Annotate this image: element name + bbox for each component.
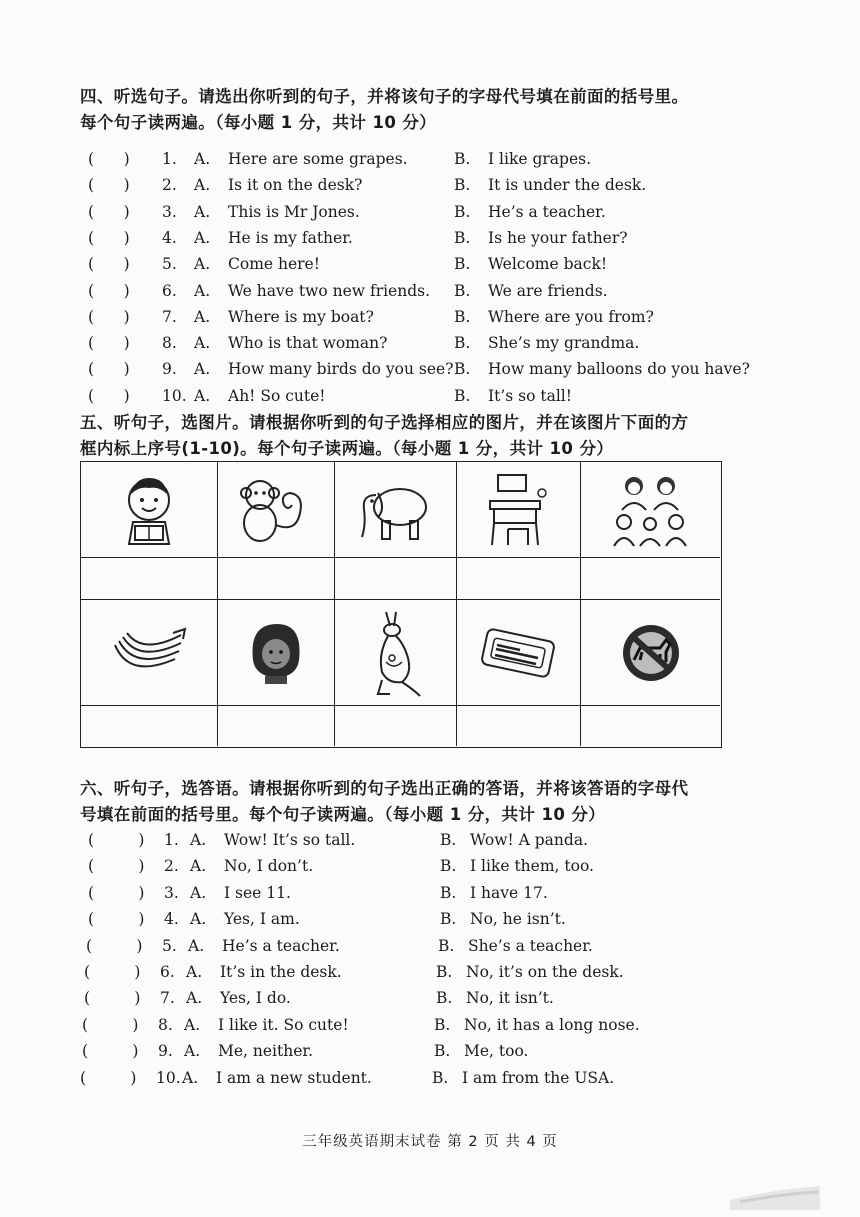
option-b-text: We are friends.: [488, 281, 608, 300]
answer-box[interactable]: [335, 558, 457, 600]
page-footer: 三年级英语期末试卷 第 2 页 共 4 页: [302, 1134, 558, 1150]
page-curl-shadow: [730, 1180, 820, 1210]
section5-heading-line1: 五、听句子，选图片。请根据你听到的句子选择相应的图片，并在该图片下面的方: [80, 413, 689, 432]
option-b-label: B.: [454, 228, 471, 247]
answer-bracket[interactable]: ( ): [88, 386, 130, 405]
question-row: [88, 880, 788, 906]
option-a-text: I like it. So cute!: [218, 1015, 349, 1034]
option-b-text: Welcome back!: [488, 255, 608, 274]
answer-bracket[interactable]: ( ): [86, 936, 143, 955]
question-row: [88, 304, 788, 330]
question-row: [82, 1038, 782, 1064]
answer-bracket[interactable]: ( ): [88, 150, 130, 168]
question-number: 3.: [162, 202, 177, 221]
answer-box[interactable]: [581, 706, 720, 746]
option-b-label: B.: [434, 1042, 451, 1061]
option-a-label: A.: [184, 1015, 201, 1034]
question-number: 2.: [162, 176, 177, 195]
option-b-text: She’s a teacher.: [468, 936, 593, 955]
picture-cell-6: [81, 600, 218, 706]
option-a-text: I am a new student.: [216, 1068, 372, 1087]
question-row: [88, 383, 788, 409]
option-a-label: A.: [190, 883, 207, 902]
option-a-label: A.: [190, 910, 207, 929]
option-a-text: Who is that woman?: [228, 334, 388, 353]
question-row: [86, 933, 786, 959]
option-b-text: Me, too.: [464, 1042, 529, 1061]
answer-box[interactable]: [581, 558, 720, 600]
question-number: 3.: [164, 883, 179, 902]
question-row: [88, 906, 788, 932]
answer-bracket[interactable]: ( ): [84, 989, 141, 1008]
desk-chair-icon: [484, 471, 554, 549]
option-a-text: We have two new friends.: [228, 281, 431, 300]
question-number: 6.: [160, 963, 175, 981]
answer-bracket[interactable]: ( ): [88, 202, 130, 221]
picture-cell-5: [581, 462, 720, 558]
option-a-label: A.: [194, 386, 211, 405]
answer-box[interactable]: [81, 706, 218, 746]
option-b-text: No, it has a long nose.: [464, 1015, 640, 1034]
girl-icon: [247, 620, 305, 686]
question-number: 7.: [160, 989, 175, 1008]
option-a-text: Wow! It’s so tall.: [224, 831, 356, 849]
answer-box[interactable]: [335, 706, 457, 746]
option-a-text: Me, neither.: [218, 1042, 314, 1061]
answer-bracket[interactable]: ( ): [88, 334, 130, 353]
option-a-label: A.: [194, 228, 211, 247]
option-a-text: I see 11.: [224, 883, 291, 902]
picture-cell-9: [457, 600, 581, 706]
answer-box[interactable]: [457, 558, 581, 600]
option-a-text: He’s a teacher.: [222, 936, 340, 955]
question-number: 1.: [164, 831, 179, 849]
option-b-label: B.: [436, 963, 453, 981]
option-a-text: Yes, I am.: [224, 910, 300, 929]
section6-heading-line1: 六、听句子，选答语。请根据你听到的句子选出正确的答语，并将该答语的字母代: [80, 779, 689, 798]
question-row: [88, 330, 788, 356]
answer-bracket[interactable]: ( ): [88, 883, 145, 902]
option-a-label: A.: [188, 936, 205, 955]
section4-heading-line2: 每个句子读两遍。（每小题 1 分，共计 10 分）: [80, 113, 437, 132]
pencil-box-icon: [480, 625, 558, 681]
option-b-label: B.: [454, 176, 471, 195]
option-b-label: B.: [440, 857, 457, 876]
answer-bracket[interactable]: ( ): [88, 910, 145, 929]
answer-box[interactable]: [218, 558, 335, 600]
option-b-text: I like grapes.: [488, 150, 592, 168]
option-a-text: He is my father.: [228, 228, 353, 247]
question-number: 10.: [156, 1068, 181, 1087]
option-b-label: B.: [454, 307, 471, 326]
option-b-label: B.: [436, 989, 453, 1008]
question-number: 4.: [162, 228, 177, 247]
answer-bracket[interactable]: ( ): [88, 307, 130, 326]
question-number: 5.: [162, 255, 177, 274]
question-number: 9.: [162, 360, 177, 379]
option-a-label: A.: [194, 334, 211, 353]
picture-cell-8: [335, 600, 457, 706]
option-b-text: I like them, too.: [470, 857, 594, 876]
kangaroo-icon: [368, 608, 424, 698]
question-number: 1.: [162, 150, 177, 168]
option-a-text: This is Mr Jones.: [228, 202, 360, 221]
question-row: [88, 853, 788, 879]
question-row: [84, 959, 784, 985]
option-b-label: B.: [454, 281, 471, 300]
option-a-label: A.: [194, 150, 211, 168]
option-a-label: A.: [182, 1068, 199, 1087]
option-b-label: B.: [454, 255, 471, 274]
answer-bracket[interactable]: ( ): [88, 857, 145, 876]
picture-cell-1: [81, 462, 218, 558]
picture-cell-2: [218, 462, 335, 558]
question-row: [88, 827, 788, 853]
option-b-label: B.: [454, 202, 471, 221]
question-number: 9.: [158, 1042, 173, 1061]
question-row: [88, 278, 788, 304]
option-a-label: A.: [194, 202, 211, 221]
option-b-label: B.: [440, 910, 457, 929]
family-icon: [610, 470, 692, 550]
section5-heading: [80, 410, 740, 462]
option-b-text: It’s so tall!: [488, 386, 572, 405]
picture-table: [80, 461, 722, 748]
boy-reading-icon: [113, 470, 185, 550]
answer-bracket[interactable]: ( ): [82, 1042, 139, 1061]
monkey-icon: [234, 473, 318, 547]
question-row: [88, 199, 788, 225]
question-number: 4.: [164, 910, 179, 929]
option-a-text: It’s in the desk.: [220, 963, 342, 981]
question-row: [80, 1065, 780, 1091]
option-b-text: No, he isn’t.: [470, 910, 566, 929]
question-row: [84, 985, 784, 1011]
option-b-text: No, it isn’t.: [466, 989, 554, 1008]
bananas-icon: [109, 623, 189, 683]
option-b-label: B.: [440, 831, 457, 849]
option-a-text: No, I don’t.: [224, 857, 314, 876]
picture-cell-10: [581, 600, 720, 706]
option-a-text: How many birds do you see?: [228, 360, 454, 379]
option-a-label: A.: [194, 307, 211, 326]
answer-box[interactable]: [218, 706, 335, 746]
picture-cell-4: [457, 462, 581, 558]
answer-bracket[interactable]: ( ): [84, 963, 141, 981]
picture-cell-3: [335, 462, 457, 558]
answer-bracket[interactable]: ( ): [82, 1015, 139, 1034]
section5-heading-line2: 框内标上序号(1-10)。每个句子读两遍。（每小题 1 分，共计 10 分）: [80, 439, 614, 458]
question-number: 2.: [164, 857, 179, 876]
option-b-label: B.: [440, 883, 457, 902]
option-b-label: B.: [454, 386, 471, 405]
question-row: [88, 251, 788, 277]
option-b-text: No, it’s on the desk.: [466, 963, 624, 981]
question-row: [88, 225, 788, 251]
answer-box[interactable]: [81, 558, 218, 600]
option-a-label: A.: [186, 963, 203, 981]
elephant-icon: [356, 475, 436, 545]
answer-box[interactable]: [457, 706, 581, 746]
question-number: 5.: [162, 936, 177, 955]
option-b-label: B.: [454, 334, 471, 353]
option-a-text: Ah! So cute!: [228, 386, 326, 405]
answer-bracket[interactable]: ( ): [88, 360, 130, 379]
option-a-label: A.: [190, 857, 207, 876]
question-row: [88, 356, 788, 382]
option-b-label: B.: [454, 360, 471, 379]
option-a-label: A.: [184, 1042, 201, 1061]
option-b-text: It is under the desk.: [488, 176, 647, 195]
option-a-text: Where is my boat?: [228, 307, 374, 326]
option-b-label: B.: [434, 1015, 451, 1034]
question-row: [88, 146, 788, 172]
option-b-text: Wow! A panda.: [470, 831, 588, 849]
option-a-label: A.: [194, 176, 211, 195]
option-b-label: B.: [432, 1068, 449, 1087]
option-b-text: She’s my grandma.: [488, 334, 640, 353]
answer-bracket[interactable]: ( ): [88, 255, 130, 274]
option-b-label: B.: [438, 936, 455, 955]
option-a-label: A.: [190, 831, 207, 849]
question-number: 6.: [162, 281, 177, 300]
option-b-text: I have 17.: [470, 883, 548, 902]
option-a-text: Come here!: [228, 255, 320, 274]
answer-bracket[interactable]: ( ): [88, 281, 130, 300]
section4-heading-line1: 四、听选句子。请选出你听到的句子，并将该句子的字母代号填在前面的括号里。: [80, 87, 689, 106]
section6-heading-line2: 号填在前面的括号里。每个句子读两遍。（每小题 1 分，共计 10 分）: [80, 805, 606, 824]
section4-heading: [80, 84, 740, 136]
answer-bracket[interactable]: ( ): [88, 228, 130, 247]
option-a-label: A.: [194, 281, 211, 300]
option-b-text: Where are you from?: [488, 307, 654, 326]
question-number: 10.: [162, 386, 187, 405]
answer-bracket[interactable]: ( ): [88, 176, 130, 195]
option-a-label: A.: [194, 255, 211, 274]
section6-heading: [80, 776, 740, 828]
option-a-label: A.: [186, 989, 203, 1008]
question-row: [82, 1012, 782, 1038]
option-a-label: A.: [194, 360, 211, 379]
option-a-text: Is it on the desk?: [228, 176, 363, 195]
option-b-text: He’s a teacher.: [488, 202, 606, 221]
picture-cell-7: [218, 600, 335, 706]
answer-bracket[interactable]: ( ): [88, 831, 145, 849]
answer-bracket[interactable]: ( ): [80, 1068, 137, 1087]
question-number: 8.: [162, 334, 177, 353]
option-b-text: How many balloons do you have?: [488, 360, 750, 379]
option-b-text: I am from the USA.: [462, 1068, 615, 1087]
option-b-text: Is he your father?: [488, 228, 628, 247]
question-number: 8.: [158, 1015, 173, 1034]
option-a-text: Yes, I do.: [220, 989, 291, 1008]
question-row: [88, 172, 788, 198]
option-b-label: B.: [454, 150, 471, 168]
option-a-text: Here are some grapes.: [228, 150, 408, 168]
question-number: 7.: [162, 307, 177, 326]
no-dogs-icon: [620, 622, 682, 684]
